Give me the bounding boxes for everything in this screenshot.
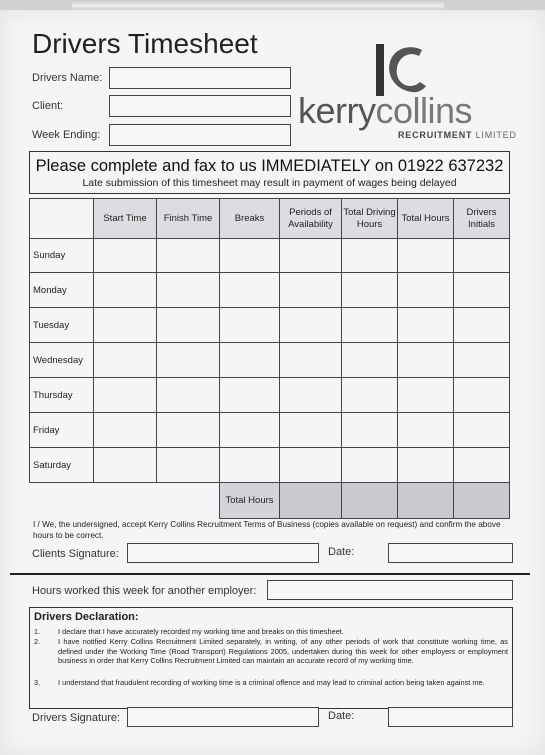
day-label: Thursday bbox=[30, 378, 94, 413]
totals-row bbox=[30, 483, 510, 519]
table-cell[interactable] bbox=[454, 273, 510, 308]
day-label: Monday bbox=[30, 273, 94, 308]
table-row bbox=[30, 239, 510, 273]
totals-spacer bbox=[30, 483, 94, 519]
clients-signature-label: Clients Signature: bbox=[32, 548, 119, 560]
table-cell[interactable] bbox=[220, 239, 280, 273]
col-header-finish-time: Finish Time bbox=[157, 199, 220, 239]
day-label: Friday bbox=[30, 413, 94, 448]
day-label: Wednesday bbox=[30, 343, 94, 378]
table-cell[interactable] bbox=[157, 239, 220, 273]
kerry-collins-logo: kerrycollins bbox=[298, 90, 473, 131]
day-label: Tuesday bbox=[30, 308, 94, 343]
col-header-total-driving-hours: Total Driving Hours bbox=[342, 199, 398, 239]
table-cell[interactable] bbox=[454, 308, 510, 343]
table-cell[interactable] bbox=[280, 239, 342, 273]
table-cell[interactable] bbox=[220, 308, 280, 343]
fax-instruction-banner bbox=[29, 151, 510, 194]
client-label: Client: bbox=[32, 100, 64, 112]
day-label: Sunday bbox=[30, 239, 94, 273]
table-cell[interactable] bbox=[94, 343, 157, 378]
page-title: Drivers Timesheet bbox=[32, 28, 258, 59]
day-label: Saturday bbox=[30, 448, 94, 483]
col-header-total-hours: Total Hours bbox=[398, 199, 454, 239]
table-corner bbox=[30, 199, 94, 239]
table-cell[interactable] bbox=[398, 378, 454, 413]
table-cell[interactable] bbox=[398, 239, 454, 273]
declaration-item: 1. I declare that I have accurately recorded my working time and breaks on this timesheet. bbox=[34, 627, 344, 636]
table-cell[interactable] bbox=[157, 378, 220, 413]
table-cell[interactable] bbox=[157, 308, 220, 343]
table-cell[interactable] bbox=[398, 448, 454, 483]
table-row bbox=[30, 413, 510, 448]
col-header-drivers-initials: Drivers Initials bbox=[454, 199, 510, 239]
table-cell[interactable] bbox=[94, 448, 157, 483]
table-cell[interactable] bbox=[280, 413, 342, 448]
col-header-periods-of-availability: Periods of Availability bbox=[280, 199, 342, 239]
table-cell[interactable] bbox=[398, 273, 454, 308]
week-ending-label: Week Ending: bbox=[32, 129, 101, 141]
table-row bbox=[30, 378, 510, 413]
declaration-item: 2. I have notified Kerry Collins Recruitment Limited separately, in writing, of any other periods of work that constitute working time, as defined under the Working Time (Road Transport) Regulations 2005, undertaken during this week for other employers or employment business in order that Kerry Collins Recruitment Limited can maintain an accurate record of my working time. bbox=[34, 637, 508, 665]
table-cell[interactable] bbox=[220, 378, 280, 413]
table-cell[interactable] bbox=[157, 413, 220, 448]
drivers-declaration bbox=[29, 607, 513, 709]
client-field[interactable] bbox=[109, 95, 291, 117]
date-label-driver: Date: bbox=[328, 710, 355, 722]
drivers-signature-label: Drivers Signature: bbox=[32, 712, 121, 724]
drivers-name-field[interactable] bbox=[109, 67, 291, 89]
table-cell[interactable] bbox=[94, 308, 157, 343]
table-row bbox=[30, 448, 510, 483]
table-cell[interactable] bbox=[94, 239, 157, 273]
table-cell[interactable] bbox=[157, 448, 220, 483]
section-divider bbox=[10, 573, 530, 575]
table-cell[interactable] bbox=[220, 413, 280, 448]
table-cell[interactable] bbox=[342, 308, 398, 343]
other-employer-label: Hours worked this week for another employer: bbox=[32, 585, 257, 597]
table-cell[interactable] bbox=[220, 273, 280, 308]
table-cell[interactable] bbox=[157, 343, 220, 378]
client-date-field[interactable] bbox=[388, 543, 513, 563]
table-cell[interactable] bbox=[342, 378, 398, 413]
table-row bbox=[30, 308, 510, 343]
week-ending-field[interactable] bbox=[109, 124, 291, 146]
declaration-item: 3. I understand that fraudulent recording of working time is a criminal offence and may lead to criminal action being taken against me. bbox=[34, 678, 485, 687]
table-row bbox=[30, 273, 510, 308]
col-header-breaks: Breaks bbox=[220, 199, 280, 239]
driver-date-field[interactable] bbox=[388, 707, 513, 727]
table-cell[interactable] bbox=[454, 239, 510, 273]
table-cell[interactable] bbox=[280, 273, 342, 308]
table-cell[interactable] bbox=[342, 343, 398, 378]
total-cell[interactable] bbox=[454, 483, 510, 519]
total-cell[interactable] bbox=[398, 483, 454, 519]
total-hours-label: Total Hours bbox=[220, 483, 280, 519]
table-cell[interactable] bbox=[157, 273, 220, 308]
table-cell[interactable] bbox=[342, 413, 398, 448]
fax-instruction-text: Please complete and fax to us IMMEDIATELY on 01922 637232 bbox=[35, 157, 504, 175]
terms-statement: I / We, the undersigned, accept Kerry Collins Recruitment Terms of Business (copies available on request) and confirm the above hours to be correct. bbox=[33, 520, 501, 540]
late-submission-warning: Late submission of this timesheet may result in payment of wages being delayed bbox=[82, 177, 457, 189]
totals-spacer bbox=[94, 483, 157, 519]
logo-subtitle: RECRUITMENT LIMITED bbox=[398, 130, 517, 140]
table-cell[interactable] bbox=[220, 343, 280, 378]
table-cell[interactable] bbox=[280, 308, 342, 343]
table-cell[interactable] bbox=[454, 343, 510, 378]
table-cell[interactable] bbox=[94, 413, 157, 448]
table-row bbox=[30, 343, 510, 378]
table-cell[interactable] bbox=[280, 448, 342, 483]
table-cell[interactable] bbox=[398, 343, 454, 378]
other-employer-hours-field[interactable] bbox=[267, 580, 513, 600]
drivers-name-label: Drivers Name: bbox=[32, 72, 103, 84]
table-cell[interactable] bbox=[454, 448, 510, 483]
drivers-signature-field[interactable] bbox=[127, 707, 319, 727]
clients-signature-field[interactable] bbox=[127, 543, 319, 563]
timesheet-page bbox=[0, 10, 545, 755]
totals-spacer bbox=[157, 483, 220, 519]
declaration-title: Drivers Declaration: bbox=[34, 611, 139, 623]
total-cell[interactable] bbox=[280, 483, 342, 519]
table-cell[interactable] bbox=[398, 308, 454, 343]
table-cell[interactable] bbox=[94, 378, 157, 413]
table-cell[interactable] bbox=[454, 413, 510, 448]
table-cell[interactable] bbox=[342, 273, 398, 308]
table-cell[interactable] bbox=[280, 378, 342, 413]
table-cell[interactable] bbox=[342, 239, 398, 273]
table-cell[interactable] bbox=[398, 413, 454, 448]
table-cell[interactable] bbox=[220, 448, 280, 483]
table-cell[interactable] bbox=[342, 448, 398, 483]
total-cell[interactable] bbox=[342, 483, 398, 519]
col-header-start-time: Start Time bbox=[94, 199, 157, 239]
timesheet-table bbox=[29, 198, 510, 519]
date-label: Date: bbox=[328, 546, 355, 558]
table-cell[interactable] bbox=[280, 343, 342, 378]
table-cell[interactable] bbox=[454, 378, 510, 413]
table-cell[interactable] bbox=[94, 273, 157, 308]
